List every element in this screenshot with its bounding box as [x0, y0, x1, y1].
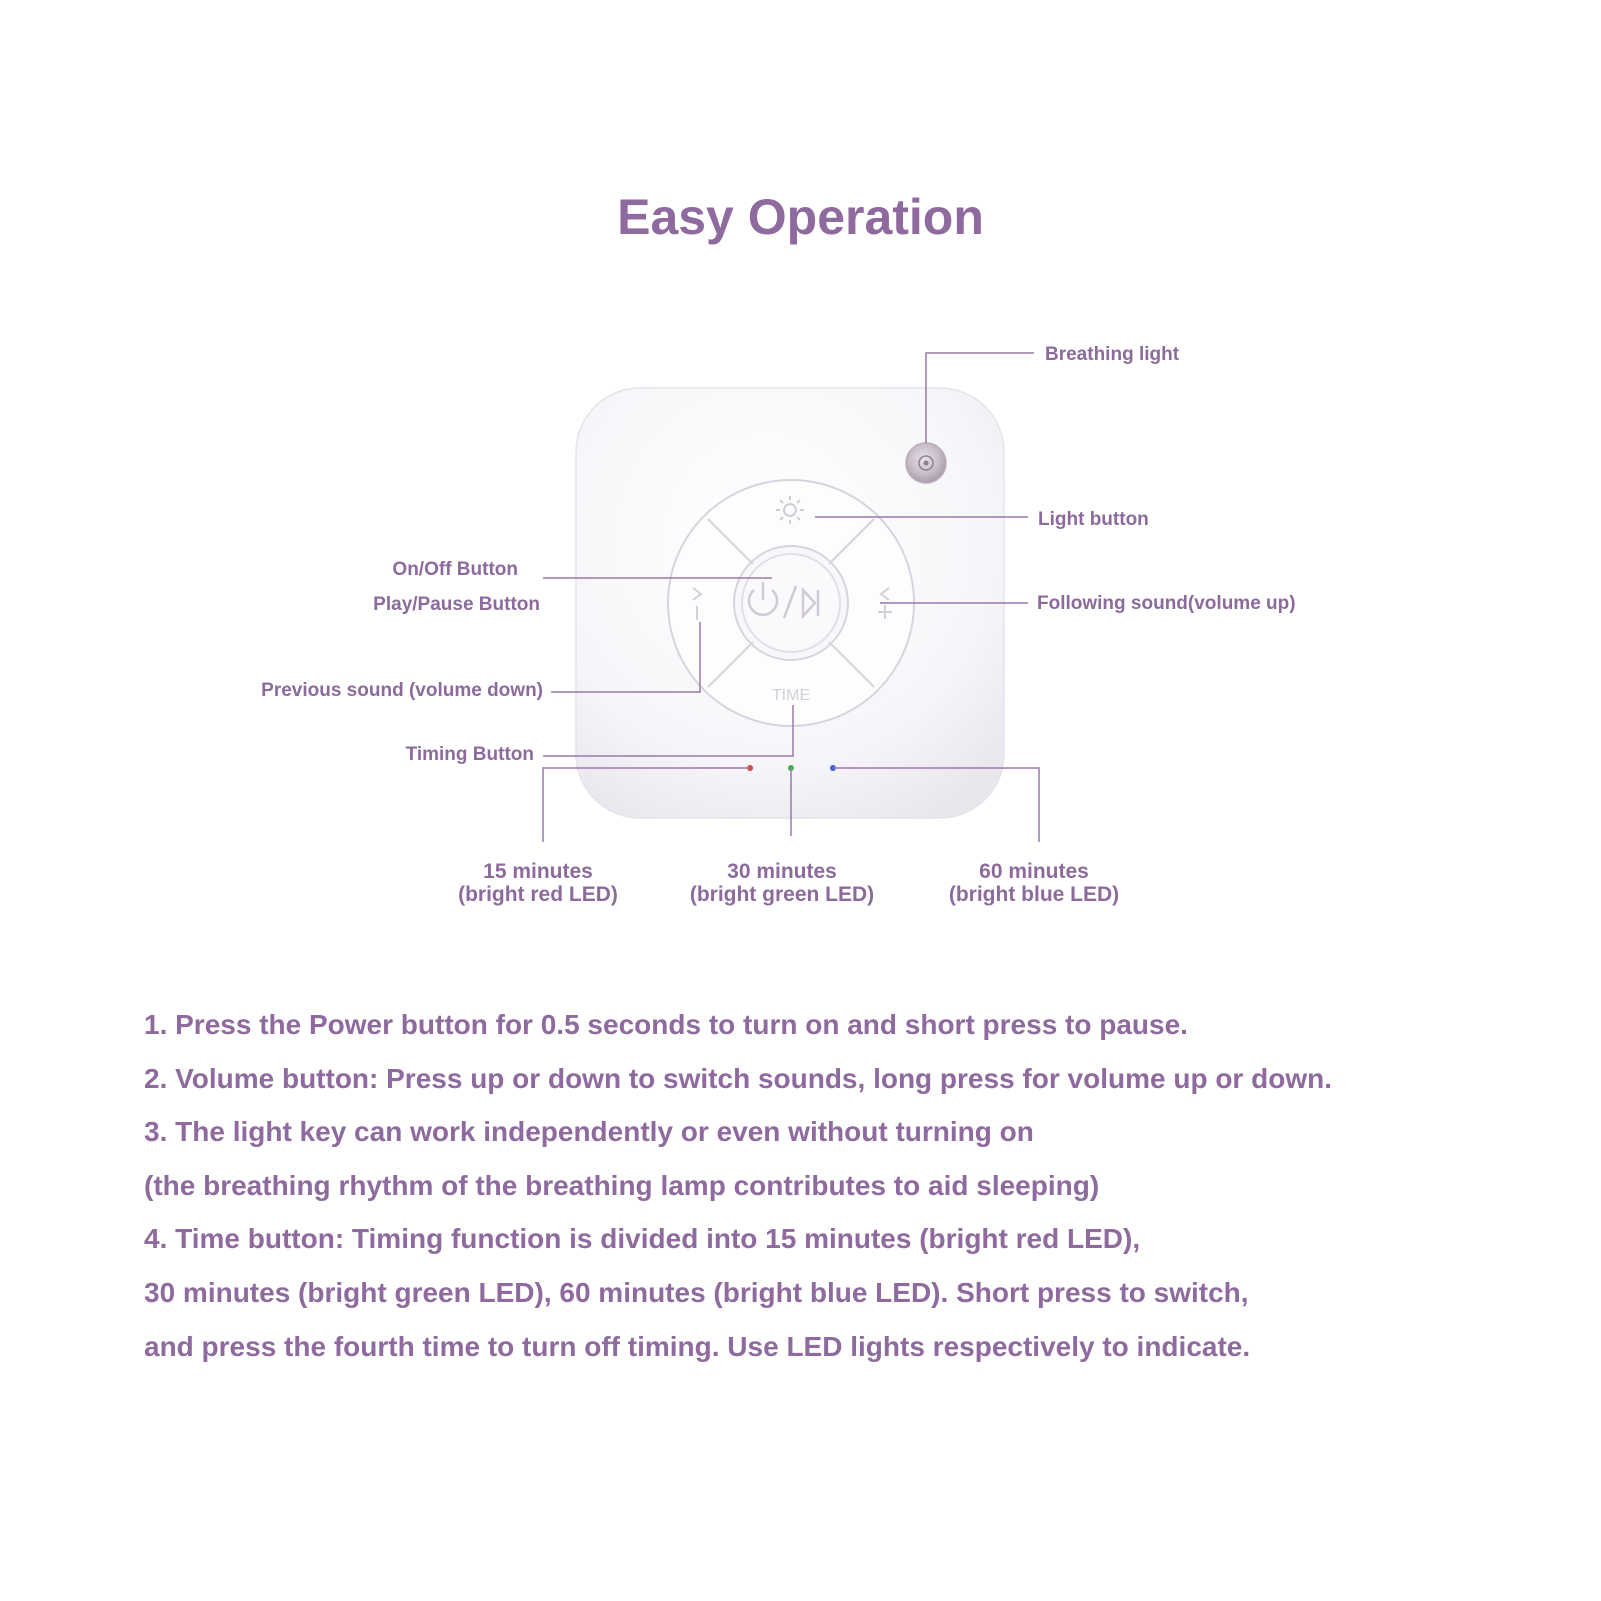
- caption-line: 60 minutes: [979, 860, 1089, 883]
- breathing-light-icon: [906, 443, 946, 483]
- instruction-line: 3. The light key can work independently or even without turning on: [144, 1116, 1034, 1148]
- instructions-list: [144, 998, 1332, 1373]
- instruction-line: 4. Time button: Timing function is divided into 15 minutes (bright red LED),: [144, 1223, 1141, 1255]
- on-off-button-label: On/Off Button: [392, 559, 518, 580]
- instruction-line: 2. Volume button: Press up or down to switch sounds, long press for volume up or down.: [144, 1062, 1332, 1094]
- sixty-minutes-caption: [904, 860, 1164, 906]
- fifteen-minutes-caption: [408, 860, 668, 906]
- previous-sound-label: Previous sound (volume down): [261, 680, 543, 701]
- following-sound-label: Following sound(volume up): [1037, 593, 1296, 614]
- instruction-line: 1. Press the Power button for 0.5 seconds to turn on and short press to pause.: [144, 1009, 1188, 1040]
- caption-line: (bright red LED): [458, 883, 618, 906]
- caption-line: 30 minutes: [727, 860, 837, 883]
- caption-line: (bright blue LED): [948, 883, 1120, 906]
- thirty-minutes-caption: [652, 860, 912, 906]
- timing-button-label: Timing Button: [405, 744, 534, 765]
- caption-line: 15 minutes: [483, 860, 593, 883]
- instruction-line: and press the fourth time to turn off timing. Use LED lights respectively to indicate.: [144, 1330, 1251, 1362]
- page-title: Easy Operation: [617, 189, 984, 245]
- play-pause-button-label: Play/Pause Button: [373, 594, 540, 615]
- breathing-light-label: Breathing light: [1045, 344, 1180, 365]
- caption-line: (bright green LED): [689, 883, 875, 906]
- time-key-label: TIME: [771, 687, 811, 704]
- light-button-label: Light button: [1038, 509, 1149, 530]
- instruction-line: (the breathing rhythm of the breathing lamp contributes to aid sleeping): [144, 1169, 1100, 1201]
- instruction-line: 30 minutes (bright green LED), 60 minutes (bright blue LED). Short press to switch,: [144, 1276, 1249, 1308]
